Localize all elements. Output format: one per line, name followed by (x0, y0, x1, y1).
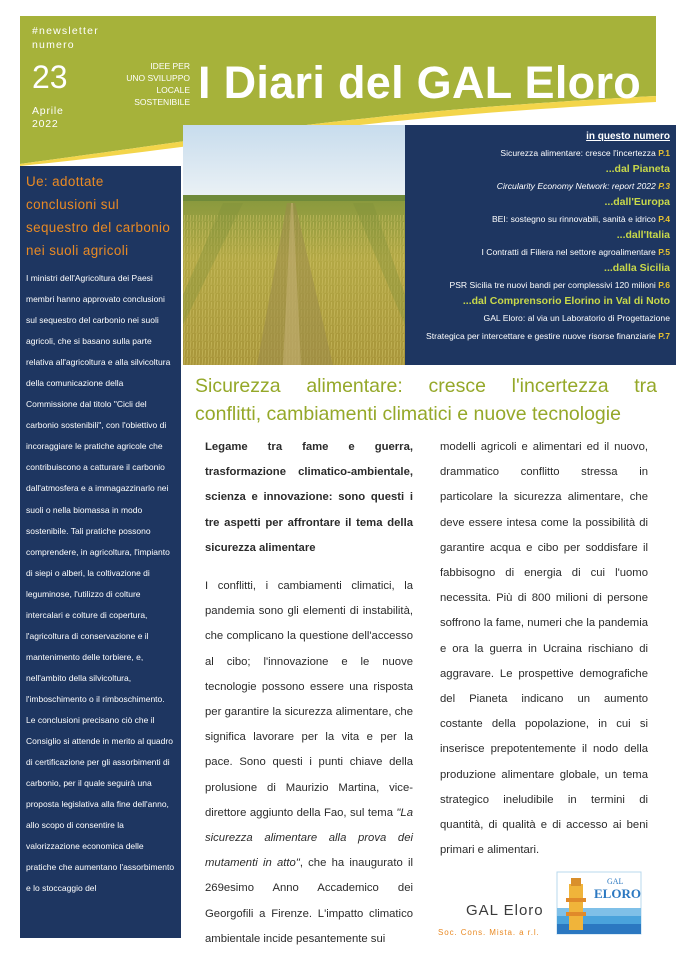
toc-item (405, 243, 672, 261)
hashtag-line: numero (32, 39, 75, 51)
tagline-line: IDEE PER (150, 61, 190, 71)
toc-item-title: I Contratti di Filiera nel settore agroalimentare (481, 247, 656, 257)
toc-item-title: BEI: sostegno su rinnovabili, sanità e idrico (491, 214, 656, 224)
toc-item-title: Circularity Economy Network: report 2022 (496, 181, 656, 191)
toc-section-heading: ...dal Pianeta (605, 163, 670, 175)
table-of-contents (405, 125, 676, 365)
brand-subtitle: Soc. Cons. Mista. a r.l. (438, 928, 540, 937)
hashtag-line: #newsletter (32, 25, 99, 37)
hashtag-label (32, 24, 99, 52)
toc-page-number: P.5 (658, 247, 670, 257)
toc-heading: in questo numero (586, 131, 670, 142)
sidebar-article (20, 166, 181, 938)
logo-text: ELORO (594, 886, 641, 901)
toc-item (405, 276, 672, 294)
article-paragraph (205, 574, 413, 952)
article-quote: "La sicurezza alimentare alla prova dei mutamenti in atto" (205, 806, 413, 870)
toc-item (405, 210, 672, 228)
toc-item-title: GAL Eloro: al via un Laboratorio di Progettazione (483, 313, 670, 323)
tagline-line: UNO SVILUPPO LOCALE (126, 73, 190, 95)
toc-list (405, 144, 672, 345)
sidebar-body: I ministri dell'Agricoltura dei Paesi membri hanno approvato conclusioni sul sequestro del carbonio nei suoli agricoli, che si basano sulla parte relativa all'agricoltura e alla silvicoltura della comunicazione della Commissione dal titolo "Cicli del carbonio sostenibili", con l'obiettivo di incoraggiare le pratiche agricole che contribuiscono a catturare il carbonio dall'atmosfera e a immagazzinarlo nei suoli o nella biomassa in modo sostenibile. Tali pratiche possono comprendere, in agricoltura, l'impianto di siepi o alberi, la coltivazione di leguminose, l'utilizzo di colture intercalari e colture di copertura, l'agricoltura di conservazione e il mantenimento delle torbiere, e, nell'ambito della silvicoltura, l'imboschimento o il rimboschimento. Le conclusioni precisano ciò che il Consiglio si attende in merito al quadro di certificazione per gli assorbimenti di carbonio, per il quale seguirà una proposta legislativa alla fine dell'anno, allo scopo di consentire la valorizzazione economica delle pratiche che aumentano l'assorbimento e lo stoccaggio del (26, 273, 175, 894)
article-headline (195, 372, 657, 428)
newsletter-title: I Diari del GAL Eloro (198, 57, 642, 108)
toc-item-title: PSR Sicilia tre nuovi bandi per complessivi 120 milioni (449, 280, 656, 290)
toc-page-number: P.6 (658, 280, 670, 290)
issue-month: Aprile (32, 105, 64, 117)
toc-page-number: P.3 (658, 181, 670, 191)
toc-item (405, 144, 672, 162)
issue-date (32, 105, 64, 131)
article-paragraph: modelli agricoli e alimentari ed il nuovo, drammatico conflitto stressa in particolare la sicurezza alimentare, che deve essere intesa come la possibilità di garantire acqua e cibo per soddisfare il fabbisogno di energia di cui l'uomo necessita. Più di 800 milioni di persone soffrono la fame, numeri che la pandemia e ora la guerra in Ucraina rischiano di aggravare. Le prospettive demografiche del Pianeta indicano un aumento costante della popolazione, in cui si inserisce prepotentemente il nodo della produzione alimentare globale, un tema strategico ineludibile in termini di quantità, di qualità e di accesso ai beni primari e alimentari. (440, 441, 648, 857)
issue-number: 23 (32, 59, 68, 95)
toc-item (405, 327, 672, 345)
logo-text: GAL (607, 877, 624, 886)
toc-section-heading: ...dal Comprensorio Elorino in Val di Noto (462, 295, 670, 307)
headline-line: conflitti, cambiamenti climatici e nuove tecnologie (195, 403, 621, 425)
issue-year: 2022 (32, 118, 59, 130)
headline-line: Sicurezza alimentare: cresce l'incertezza tra (195, 375, 657, 397)
toc-page-number: P.1 (658, 148, 670, 158)
toc-page-number: P.4 (658, 214, 670, 224)
gal-eloro-logo (553, 868, 645, 938)
article-text: I conflitti, i cambiamenti climatici, la pandemia sono gli elementi di instabilità, che complicano la questione dell'accesso al cibo; l'innovazione e le nuove tecnologie possono essere una risposta per garantire la sicurezza alimentare, che significa lavorare per la vita e per la pace. Sono questi i punti chiave della prolusione di Maurizio Martina, vice-direttore aggiunto della Fao, sul tema (205, 580, 413, 819)
toc-page-number: P.7 (658, 331, 670, 341)
article-column-1 (205, 435, 413, 952)
toc-section-heading: ...dalla Sicilia (604, 262, 670, 274)
article-text: , che ha inaugurato il 269esimo Anno Accademico dei Georgofili a Firenze. L'impatto climatico ambientale incide pesantemente sui (205, 857, 413, 945)
toc-item (405, 177, 672, 195)
toc-section-heading: ...dall'Europa (604, 196, 670, 208)
toc-item-title: Sicurezza alimentare: cresce l'incertezza (500, 148, 656, 158)
article-lead: Legame tra fame e guerra, trasformazione climatico-ambientale, scienza e innovazione: sono questi i tre aspetti per affrontare il tema della sicurezza alimentare (205, 441, 413, 554)
toc-section-heading: ...dall'Italia (616, 229, 670, 241)
tagline (92, 60, 190, 108)
tagline-line: SOSTENIBILE (134, 97, 190, 107)
toc-item-title: Strategica per intercettare e gestire nuove risorse finanziarie (426, 331, 656, 341)
toc-item (405, 309, 672, 327)
brand-name: GAL Eloro (466, 902, 544, 919)
article-column-2 (440, 435, 648, 863)
wheat-field-photo (183, 125, 405, 365)
sidebar-title: Ue: adottate conclusioni sul sequestro del carbonio nei suoli agricoli (26, 174, 171, 258)
